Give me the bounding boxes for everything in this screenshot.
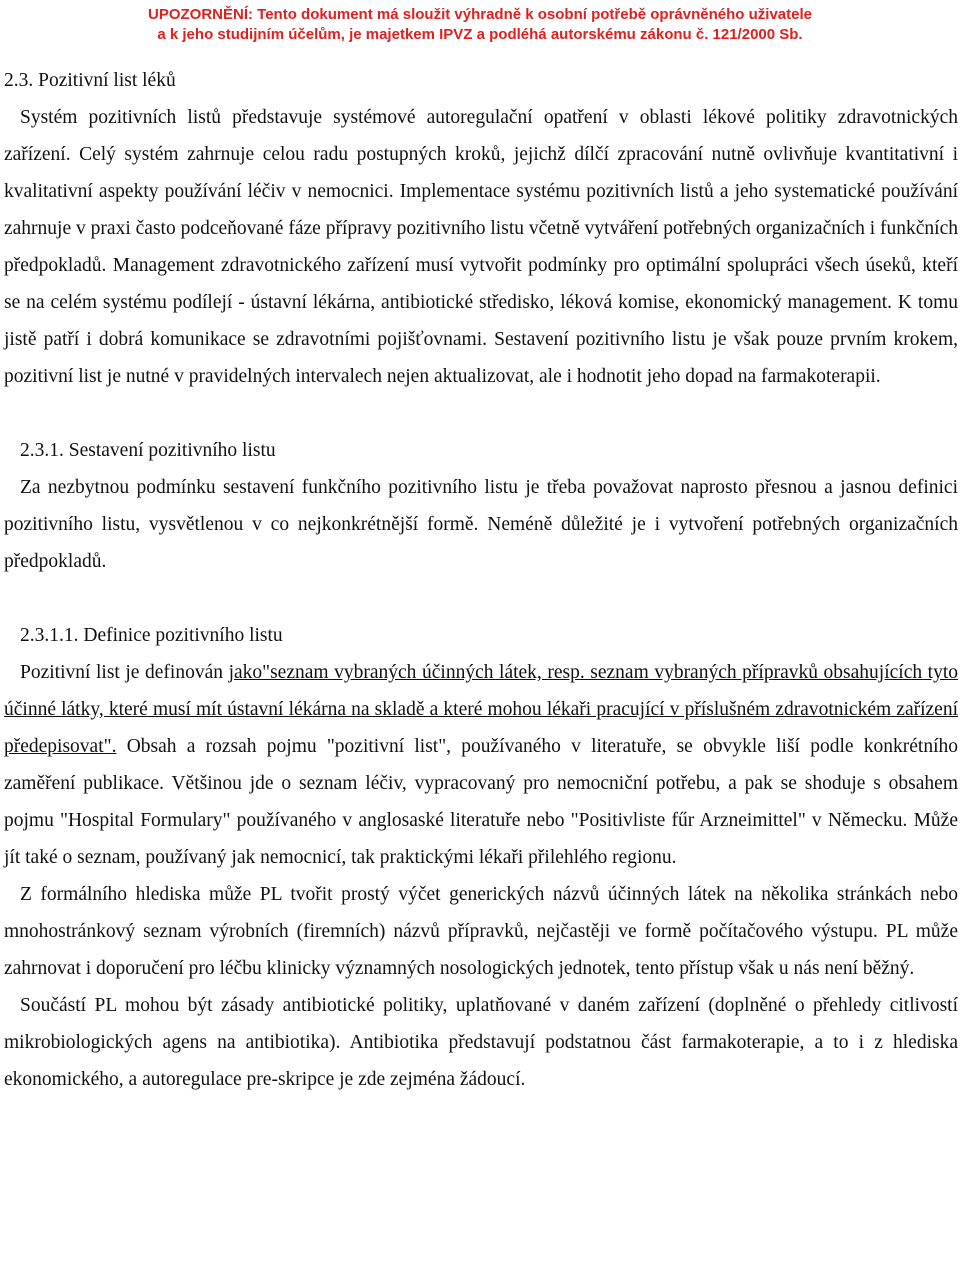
section-paragraph: Systém pozitivních listů představuje systémové autoregulační opatření v oblasti lékové politiky zdravotnických zařízení. Celý systém zahrnuje celou radu postupných kroků, jejichž dílčí zpracování nutně ovlivňuje kvantitativní i kvalitativní aspekty používání léčiv v nemocnici. Implementace systému pozitivních listů a jeho systematické používání zahrnuje v praxi často podceňované fáze přípravy pozitivního listu včetně vytváření potřebných organizačních i funkčních předpokladů. Management zdravotnického zařízení musí vytvořit podmínky pro optimální spolupráci všech úseků, kteří se na celém systému podílejí - ústavní lékárna, antibiotické středisko, léková komise, ekonomický management. K tomu jistě patří i dobrá komunikace se zdravotními pojišťovnami. Sestavení pozitivního listu je však pouze prvním krokem, pozitivní list je nutné v pravidelných intervalech nejen aktualizovat, ale i hodnotit jeho dopad na farmakoterapii. [4, 107, 958, 387]
definition-quote: jako"seznam vybraných účinných látek, resp. seznam vybraných přípravků obsahujících tyto účinné látky, které musí mít ústavní lékárna na skladě a které mohou lékaři pracující v příslušném zdravotnickém zařízení předepisovat". [4, 662, 958, 757]
subsection-paragraph: Za nezbytnou podmínku sestavení funkčního pozitivního listu je třeba považovat naprosto přesnou a jasnou definici pozitivního listu, vysvětlenou v co nejkonkrétnější formě. Neméně důležité je i vytvoření potřebných organizačních předpokladů. [4, 477, 958, 572]
subsubsection-heading: 2.3.1.1. Definice pozitivního listu [20, 625, 283, 646]
notice-line-1: UPOZORNĚNÍ: Tento dokument má sloužit výhradně k osobní potřebě oprávněného uživatele [148, 6, 812, 23]
definition-paragraph [4, 654, 958, 876]
notice-line-2: a k jeho studijním účelům, je majetkem IPVZ a podléhá autorskému zákonu č. 121/2000 Sb. [157, 26, 803, 43]
format-paragraph: Z formálního hlediska může PL tvořit prostý výčet generických názvů účinných látek na několika stránkách nebo mnohostránkový seznam výrobních (firemních) názvů přípravků, nejčastěji ve formě počítačového výstupu. PL může zahrnovat i doporučení pro léčbu klinicky významných nosologických jednotek, tento přístup však u nás není běžný. [4, 884, 958, 979]
definition-rest: Obsah a rozsah pojmu "pozitivní list", používaného v literatuře, se obvykle liší podle konkrétního zaměření publikace. Většinou jde o seznam léčiv, vypracovaný pro nemocniční potřebu, a pak se shoduje s obsahem pojmu "Hospital Formulary" používaného v anglosaské literatuře nebo "Positivliste fűr Arzneimittel" v Německu. Může jít také o seznam, používaný jak nemocnicí, tak praktickými lékaři přilehlého regionu. [4, 736, 958, 868]
section-heading: 2.3. Pozitivní list léků [4, 70, 176, 91]
subsection-heading: 2.3.1. Sestavení pozitivního listu [20, 440, 276, 461]
copyright-notice [0, 5, 960, 45]
definition-intro: Pozitivní list je definován [20, 662, 229, 683]
spacer [4, 580, 958, 617]
antibiotics-paragraph: Součástí PL mohou být zásady antibiotické politiky, uplatňované v daném zařízení (doplněné o přehledy citlivostí mikrobiologických agens na antibiotika). Antibiotika představují podstatnou část farmakoterapie, a to i z hlediska ekonomického, a autoregulace pre-skripce je zde zejména žádoucí. [4, 995, 958, 1090]
document-body [4, 62, 958, 1098]
spacer [4, 395, 958, 432]
